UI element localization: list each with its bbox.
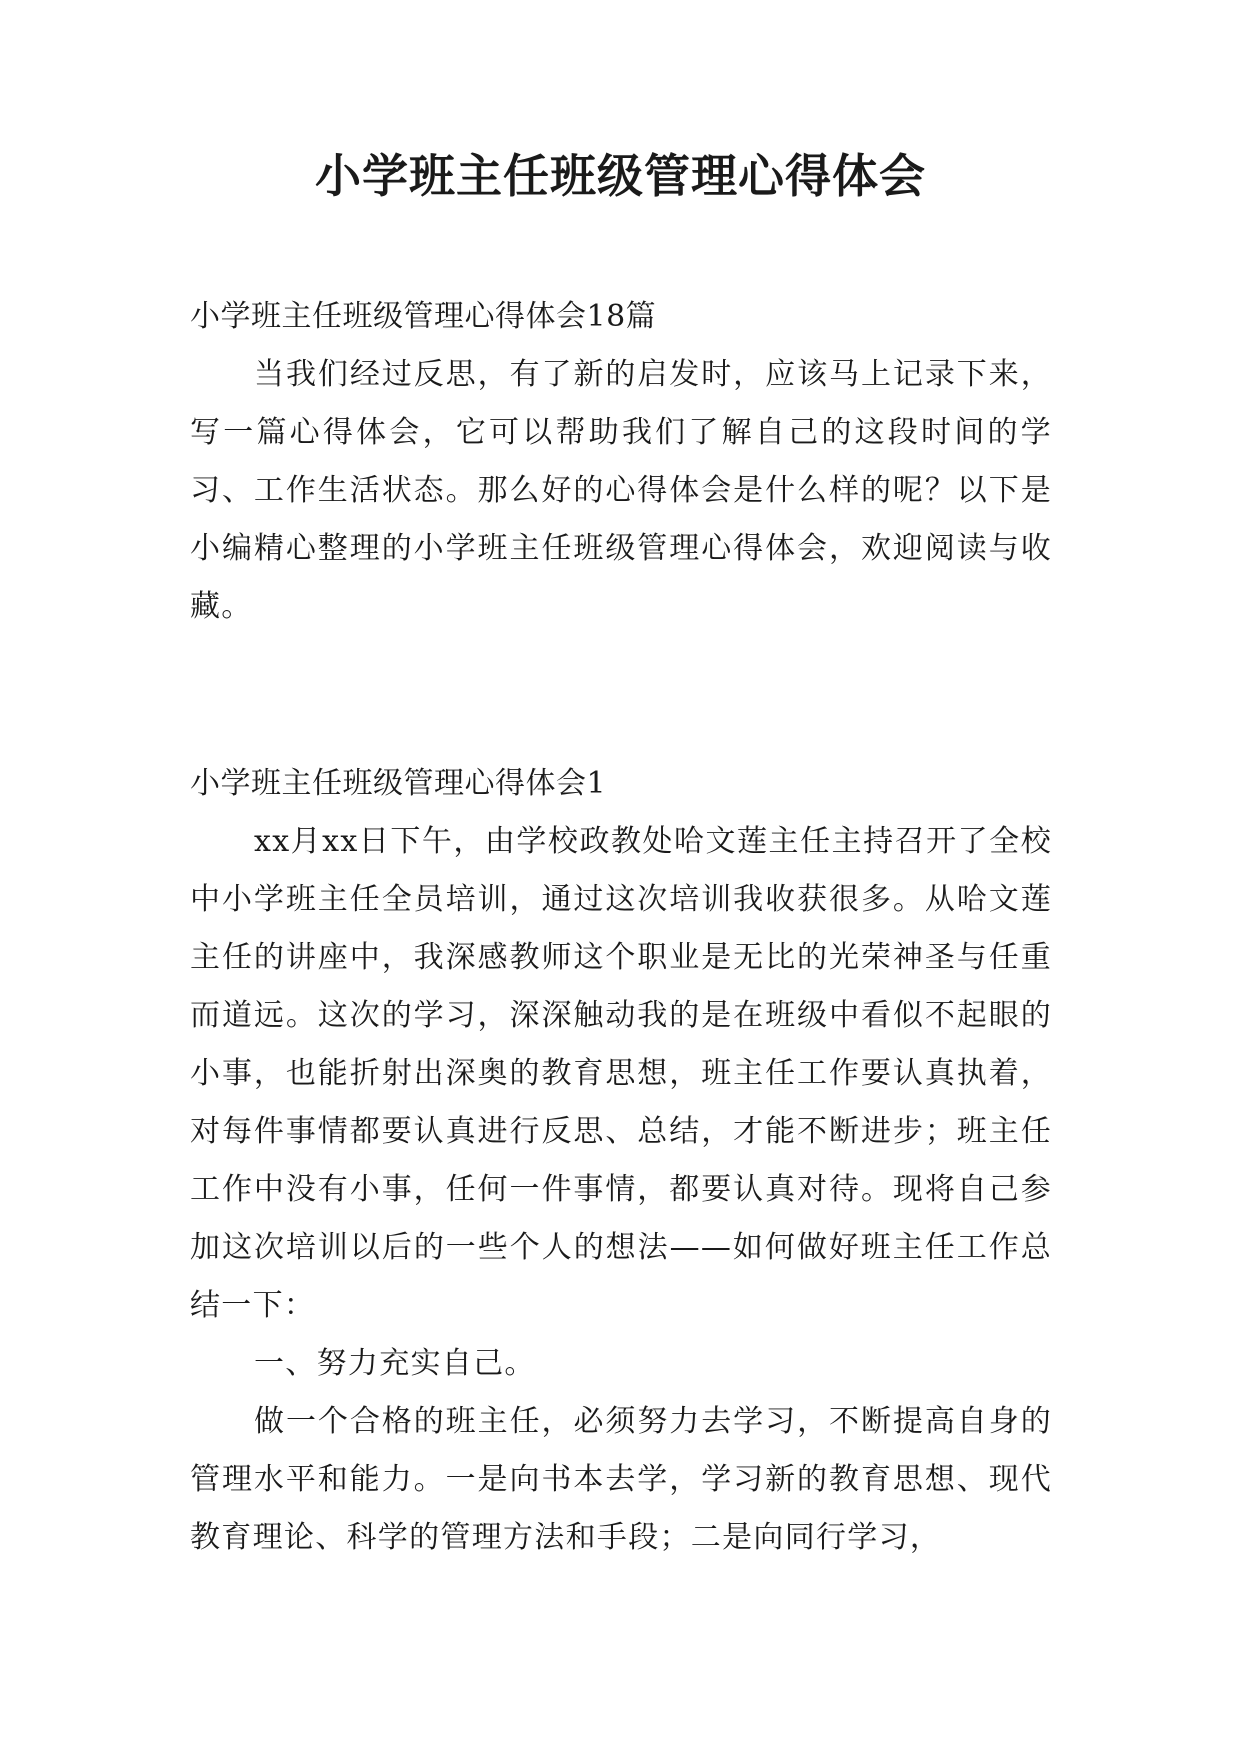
body-paragraph-2: 做一个合格的班主任，必须努力去学习，不断提高自身的管理水平和能力。一是向书本去学，学习新的教育思想、现代教育理论、科学的管理方法和手段；二是向同行学习，: [190, 1404, 1052, 1555]
section-gap: [190, 636, 1052, 755]
document-title: 小学班主任班级管理心得体会: [315, 149, 926, 203]
section-heading: 小学班主任班级管理心得体会1: [190, 766, 607, 801]
body-paragraph-1: xx月xx日下午，由学校政教处哈文莲主任主持召开了全校中小学班主任全员培训，通过这次培训我收获很多。从哈文莲主任的讲座中，我深感教师这个职业是无比的光荣神圣与任重而道远。这次的学习，深深触动我的是在班级中看似不起眼的小事，也能折射出深奥的教育思想，班主任工作要认真执着，对每件事情都要认真进行反思、总结，才能不断进步；班主任工作中没有小事，任何一件事情，都要认真对待。现将自己参加这次培训以后的一些个人的想法——如何做好班主任工作总结一下：: [190, 824, 1052, 1323]
document-subtitle: 小学班主任班级管理心得体会18篇: [190, 299, 657, 334]
intro-paragraph: 当我们经过反思，有了新的启发时，应该马上记录下来，写一篇心得体会，它可以帮助我们了解自己的这段时间的学习、工作生活状态。那么好的心得体会是什么样的呢？以下是小编精心整理的小学班主任班级管理心得体会，欢迎阅读与收藏。: [190, 357, 1052, 624]
document-body: [190, 288, 1052, 1567]
point-heading-1: 一、努力充实自己。: [254, 1346, 536, 1381]
